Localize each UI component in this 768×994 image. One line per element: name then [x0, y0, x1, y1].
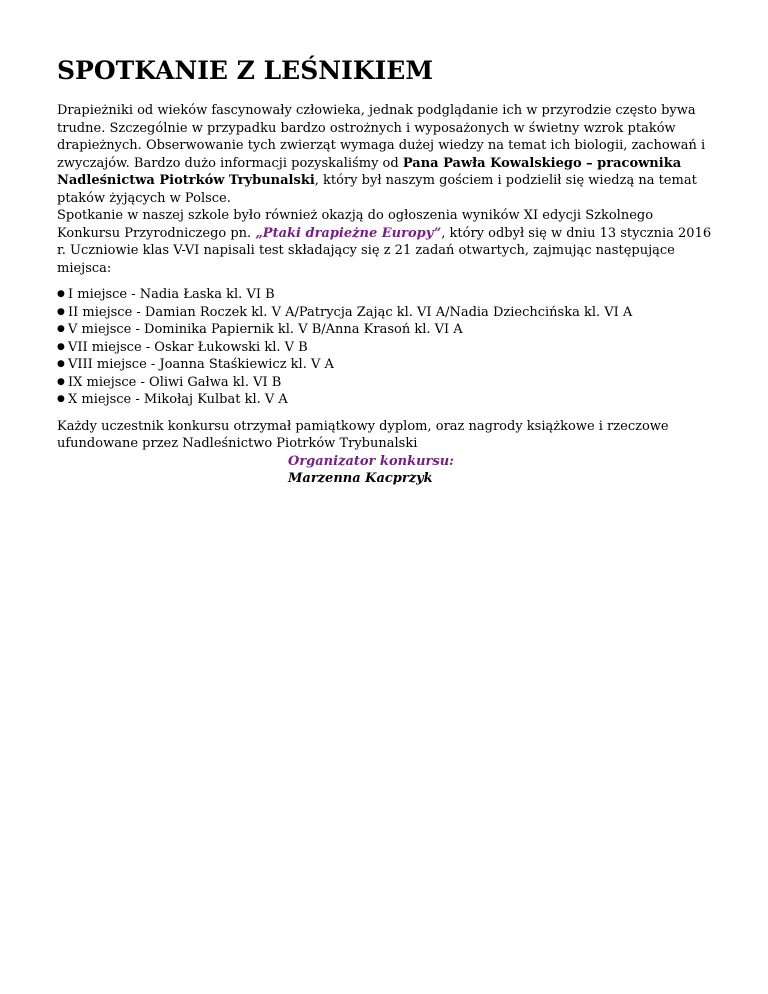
list-item: [57, 321, 717, 339]
page-title: SPOTKANIE Z LEŚNIKIEM: [57, 56, 433, 85]
results-list: [57, 286, 717, 409]
bullet-icon: ●: [57, 376, 65, 387]
list-item: [57, 374, 717, 392]
intro-text-end: , który był naszym gościem i podzielił się wiedzą na temat ptaków żyjących w Polsce.: [57, 173, 697, 206]
intro-paragraph: [57, 102, 717, 207]
result-text: VII miejsce - Oskar Łukowski kl. V B: [68, 339, 308, 355]
result-text: I miejsce - Nadia Łaska kl. VI B: [68, 287, 275, 302]
document-page: [57, 56, 717, 488]
list-item: [57, 286, 717, 304]
result-text: IX miejsce - Oliwi Gałwa kl. VI B: [68, 374, 282, 390]
bullet-icon: ●: [57, 341, 65, 352]
contest-paragraph: [57, 207, 717, 277]
list-item: [57, 391, 717, 409]
contest-text-start: Spotkanie w naszej szkole było również okazją do ogłoszenia wyników XI edycji Szkolnego Konkursu Przyrodniczego pn.: [57, 208, 654, 241]
list-item: [57, 356, 717, 374]
result-text: VIII miejsce - Joanna Staśkiewicz kl. V A: [68, 357, 334, 372]
list-item: [57, 304, 717, 322]
organizer-label: Organizator konkursu:: [288, 453, 454, 469]
result-text: V miejsce - Dominika Papiernik kl. V B/Anna Krasoń kl. VI A: [68, 322, 463, 337]
bullet-icon: ●: [57, 324, 65, 334]
contest-text-end: , który odbył się w dniu 13 stycznia 2016 r. Uczniowie klas V-VI napisali test składający się z 21 zadań otwartych, zajmując następujące miejsca:: [57, 225, 712, 276]
bullet-icon: ●: [57, 359, 65, 369]
bullet-icon: ●: [57, 289, 65, 299]
bullet-icon: ●: [57, 306, 65, 317]
organizer-name: Marzenna Kacprzyk: [288, 471, 433, 486]
result-text: X miejsce - Mikołaj Kulbat kl. V A: [68, 392, 288, 407]
closing-paragraph: Każdy uczestnik konkursu otrzymał pamiątkowy dyplom, oraz nagrody książkowe i rzeczowe ufundowane przez Nadleśnictwo Piotrków Trybunalski: [57, 418, 669, 451]
guest-name: Pana Pawła Kowalskiego – pracownika Nadleśnictwa Piotrków Trybunalski: [57, 155, 682, 188]
result-text: II miejsce - Damian Roczek kl. V A/Patrycja Zając kl. VI A/Nadia Dziechcińska kl. VI A: [68, 304, 633, 320]
signature-block: [288, 453, 717, 488]
intro-text-start: Drapieżniki od wieków fascynowały człowieka, jednak podglądanie ich w przyrodzie często bywa trudne. Szczególnie w przypadku bardzo ostrożnych i wyposażonych w świetny wzrok ptaków drapieżnych. Obserwowanie tych zwierząt wymaga dużej wiedzy na temat ich biologii, zachowań i zwyczajów. Bardzo dużo informacji pozyskaliśmy od: [57, 103, 706, 171]
list-item: [57, 339, 717, 357]
contest-name: „Ptaki drapieżne Europy”: [255, 225, 442, 241]
bullet-icon: ●: [57, 394, 65, 404]
